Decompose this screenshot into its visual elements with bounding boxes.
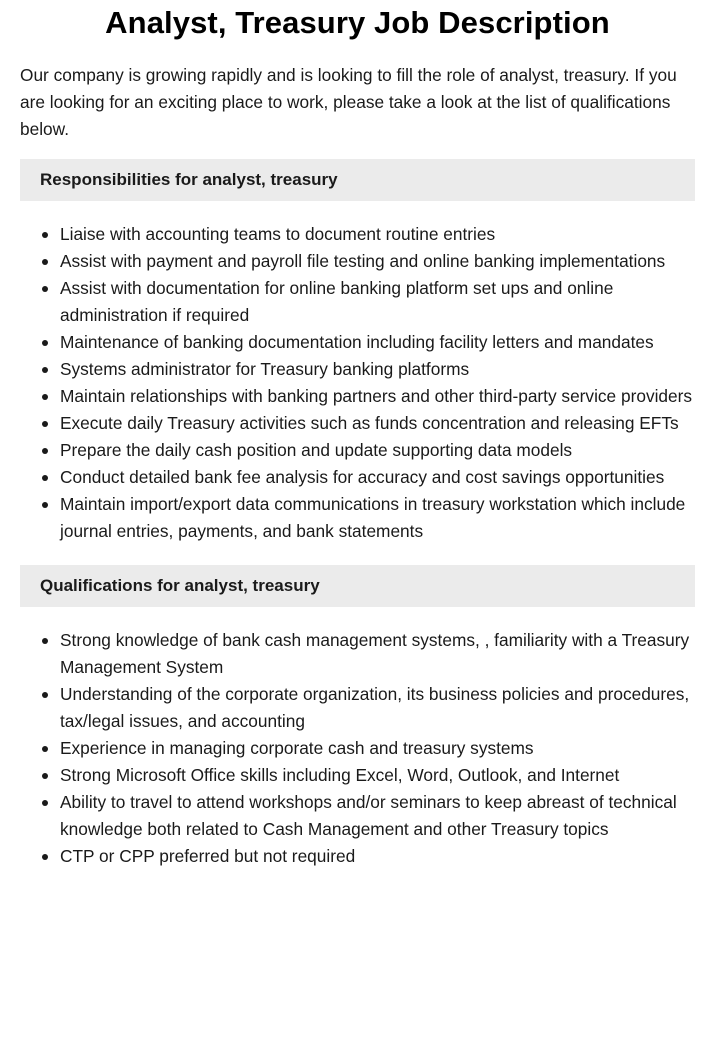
- list-item: [60, 735, 695, 762]
- bullet-icon: [42, 773, 48, 779]
- list-item: [60, 356, 695, 383]
- bullet-icon: [42, 800, 48, 806]
- list-item: [60, 329, 695, 356]
- list-item: [60, 437, 695, 464]
- bullet-icon: [42, 232, 48, 238]
- bullet-icon: [42, 421, 48, 427]
- list-item: [60, 762, 695, 789]
- bullet-icon: [42, 286, 48, 292]
- list-item-text: Strong Microsoft Office skills including Excel, Word, Outlook, and Internet: [60, 765, 620, 785]
- list-item-text: Maintain import/export data communications in treasury workstation which include journal entries, payments, and bank statements: [60, 494, 686, 541]
- bullet-icon: [42, 692, 48, 698]
- list-item-text: Strong knowledge of bank cash management systems, , familiarity with a Treasury Management System: [60, 630, 690, 677]
- bullet-icon: [42, 448, 48, 454]
- list-item-text: Ability to travel to attend workshops and/or seminars to keep abreast of technical knowledge both related to Cash Management and other Treasury topics: [60, 792, 677, 839]
- list-item: [60, 221, 695, 248]
- list-item: [60, 789, 695, 843]
- list-item-text: Prepare the daily cash position and update supporting data models: [60, 440, 573, 460]
- list-item-text: Conduct detailed bank fee analysis for accuracy and cost savings opportunities: [60, 467, 665, 487]
- list-item-text: Assist with documentation for online banking platform set ups and online administration if required: [60, 278, 614, 325]
- list-item: [60, 464, 695, 491]
- page-title: Analyst, Treasury Job Description: [105, 5, 610, 40]
- bullet-icon: [42, 475, 48, 481]
- list-item: [60, 843, 695, 870]
- intro-paragraph: Our company is growing rapidly and is looking to fill the role of analyst, treasury. If you are looking for an exciting place to work, please take a look at the list of qualifications below.: [20, 65, 677, 139]
- list-item: [60, 491, 695, 545]
- list-item: [60, 681, 695, 735]
- bullet-icon: [42, 367, 48, 373]
- list-item-text: Systems administrator for Treasury banking platforms: [60, 359, 470, 379]
- list-item-text: Execute daily Treasury activities such as funds concentration and releasing EFTs: [60, 413, 679, 433]
- list-item: [60, 275, 695, 329]
- bullet-icon: [42, 854, 48, 860]
- bullet-icon: [42, 746, 48, 752]
- bullet-icon: [42, 502, 48, 508]
- list-item: [60, 410, 695, 437]
- list-item-text: Assist with payment and payroll file testing and online banking implementations: [60, 251, 666, 271]
- bullet-icon: [42, 394, 48, 400]
- list-item: [60, 627, 695, 681]
- list-item-text: Experience in managing corporate cash and treasury systems: [60, 738, 534, 758]
- list-item: [60, 383, 695, 410]
- bullet-icon: [42, 259, 48, 265]
- list-item: [60, 248, 695, 275]
- list-item-text: Understanding of the corporate organization, its business policies and procedures, tax/legal issues, and accounting: [60, 684, 690, 731]
- list-item-text: Maintenance of banking documentation including facility letters and mandates: [60, 332, 654, 352]
- responsibilities-header: Responsibilities for analyst, treasury: [20, 159, 695, 201]
- list-item-text: Maintain relationships with banking partners and other third-party service providers: [60, 386, 693, 406]
- responsibilities-list: [20, 221, 695, 545]
- bullet-icon: [42, 340, 48, 346]
- qualifications-header: Qualifications for analyst, treasury: [20, 565, 695, 607]
- list-item-text: CTP or CPP preferred but not required: [60, 846, 356, 866]
- qualifications-list: [20, 627, 695, 870]
- bullet-icon: [42, 638, 48, 644]
- list-item-text: Liaise with accounting teams to document routine entries: [60, 224, 496, 244]
